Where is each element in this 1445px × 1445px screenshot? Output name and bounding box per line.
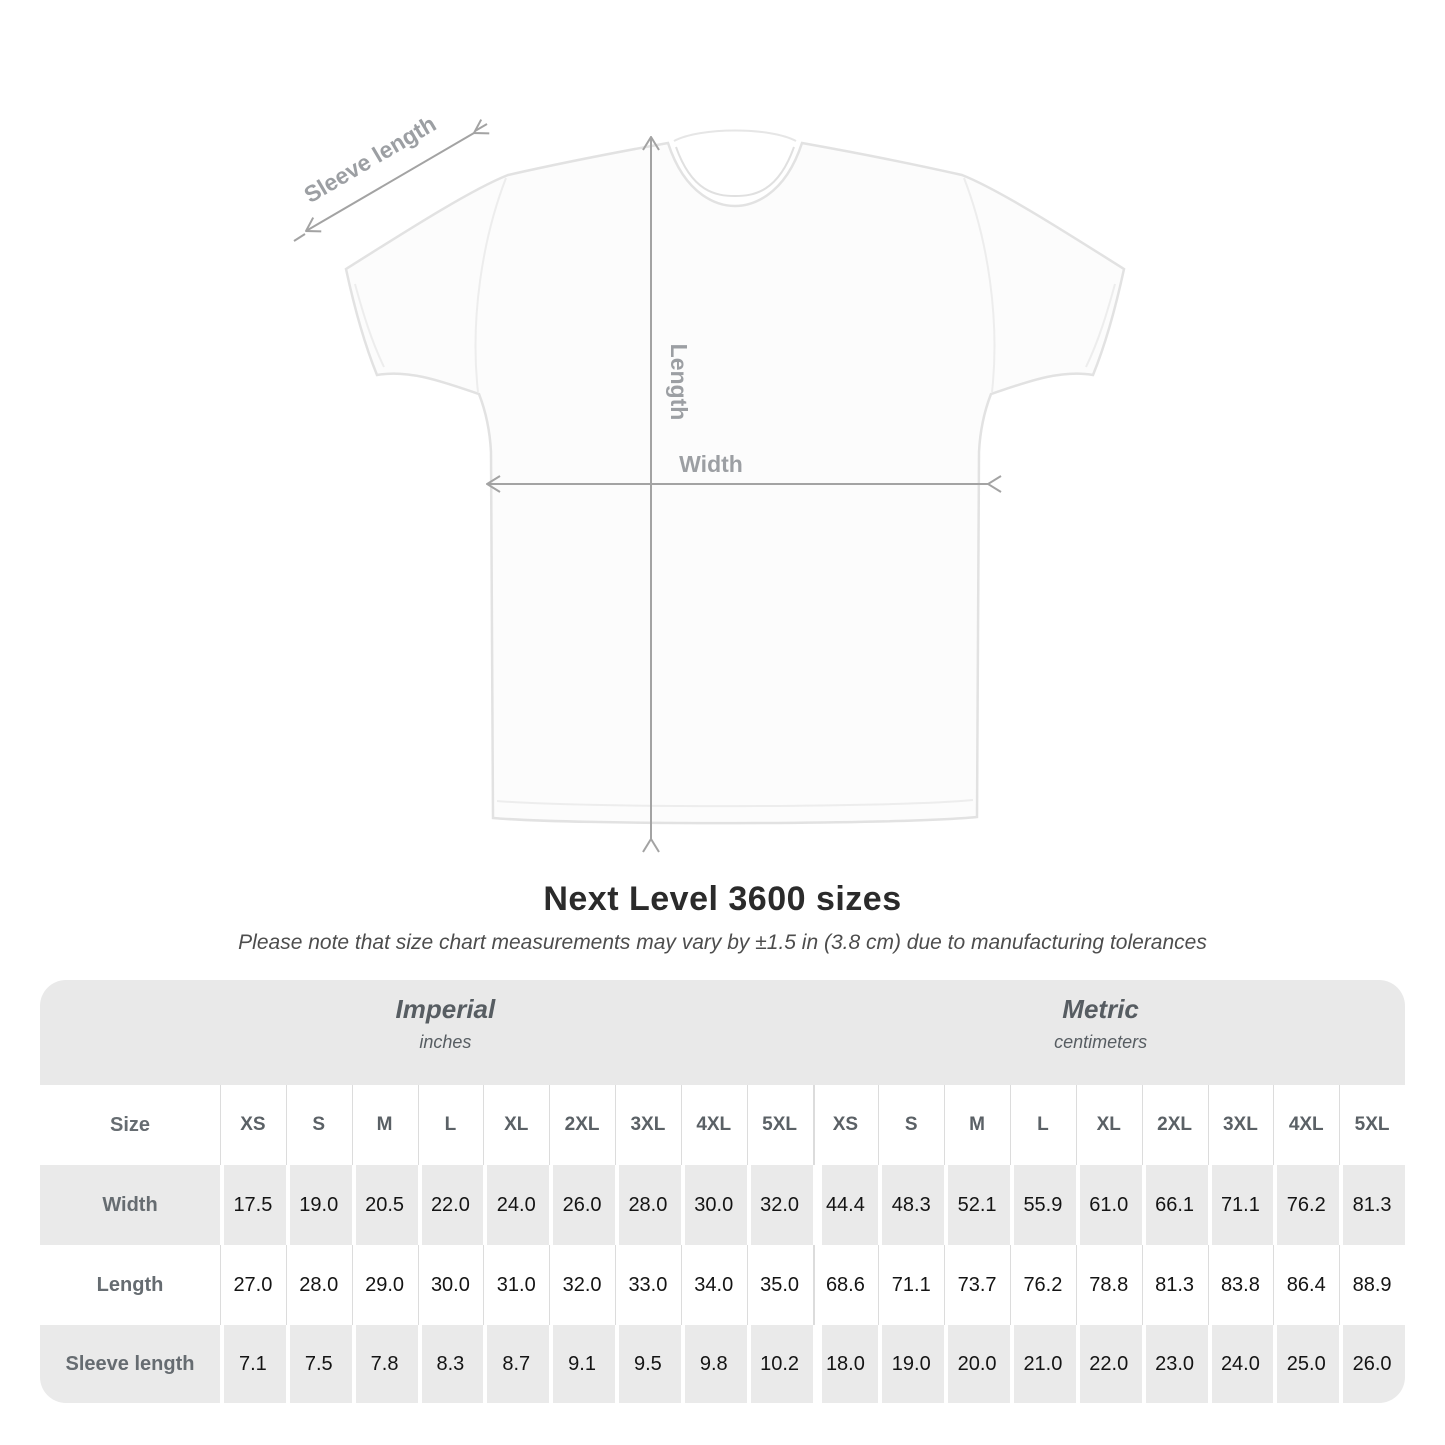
table-cell: 19.0 [286, 1165, 352, 1245]
table-cell: 81.3 [1142, 1245, 1208, 1325]
size-col: 2XL [549, 1085, 615, 1165]
size-col: L [418, 1085, 484, 1165]
row-label-size: Size [109, 1113, 151, 1136]
table-cell: 34.0 [681, 1245, 747, 1325]
size-col: 3XL [1208, 1085, 1274, 1165]
table-cell: 20.0 [944, 1325, 1010, 1403]
table-cell: 33.0 [615, 1245, 681, 1325]
table-cell: 24.0 [483, 1165, 549, 1245]
table-cell: 7.5 [286, 1325, 352, 1403]
size-col: 4XL [681, 1085, 747, 1165]
table-cell: 48.3 [878, 1165, 944, 1245]
table-cell: 31.0 [483, 1245, 549, 1325]
table-cell: 30.0 [681, 1165, 747, 1245]
table-cell: 10.2 [747, 1325, 813, 1403]
table-cell: 76.2 [1010, 1245, 1076, 1325]
sleeve-length-label: Sleeve length [299, 110, 441, 208]
size-col: S [878, 1085, 944, 1165]
table-cell: 55.9 [1010, 1165, 1076, 1245]
page-title: Next Level 3600 sizes [543, 880, 902, 918]
table-cell: 17.5 [220, 1165, 286, 1245]
size-col: 3XL [615, 1085, 681, 1165]
table-cell: 86.4 [1273, 1245, 1339, 1325]
size-col: 5XL [747, 1085, 813, 1165]
metric-group-header [1054, 994, 1147, 1053]
table-cell: 25.0 [1273, 1325, 1339, 1403]
table-cell: 7.1 [220, 1325, 286, 1403]
metric-unit: centimeters [1054, 1032, 1148, 1052]
row-label-sleeve-length: Sleeve length [65, 1352, 195, 1375]
table-cell: 19.0 [878, 1325, 944, 1403]
table-cell: 30.0 [418, 1245, 484, 1325]
size-col: 5XL [1339, 1085, 1405, 1165]
table-cell: 9.5 [615, 1325, 681, 1403]
imperial-group-header [396, 994, 496, 1053]
table-cell: 68.6 [813, 1245, 879, 1325]
table-cell: 73.7 [944, 1245, 1010, 1325]
table-cell: 23.0 [1142, 1325, 1208, 1403]
size-col: XS [220, 1085, 286, 1165]
table-cell: 71.1 [878, 1245, 944, 1325]
table-cell: 22.0 [1076, 1325, 1142, 1403]
width-label: Width [679, 451, 743, 477]
table-cell: 32.0 [747, 1165, 813, 1245]
table-cell: 81.3 [1339, 1165, 1405, 1245]
table-cell: 29.0 [352, 1245, 418, 1325]
unit-group-header [40, 980, 1405, 1085]
size-table [40, 980, 1405, 1403]
table-row-size [40, 1085, 1405, 1165]
table-cell: 83.8 [1208, 1245, 1274, 1325]
table-cell: 78.8 [1076, 1245, 1142, 1325]
table-cell: 21.0 [1010, 1325, 1076, 1403]
size-col: XL [1076, 1085, 1142, 1165]
tolerance-note: Please note that size chart measurements may vary by ±1.5 in (3.8 cm) due to manufacturing tolerances [238, 931, 1207, 954]
table-cell: 18.0 [813, 1325, 879, 1403]
metric-title: Metric [1062, 994, 1139, 1024]
table-cell: 20.5 [352, 1165, 418, 1245]
length-label: Length [666, 343, 692, 421]
size-col: S [286, 1085, 352, 1165]
table-cell: 28.0 [615, 1165, 681, 1245]
size-col: L [1010, 1085, 1076, 1165]
imperial-unit: inches [419, 1032, 472, 1052]
table-cell: 28.0 [286, 1245, 352, 1325]
size-col: XS [813, 1085, 879, 1165]
size-col: M [944, 1085, 1010, 1165]
table-cell: 61.0 [1076, 1165, 1142, 1245]
table-row-width [40, 1165, 1405, 1245]
table-cell: 66.1 [1142, 1165, 1208, 1245]
size-col: M [352, 1085, 418, 1165]
table-cell: 22.0 [418, 1165, 484, 1245]
table-cell: 7.8 [352, 1325, 418, 1403]
table-cell: 8.7 [483, 1325, 549, 1403]
table-cell: 9.1 [549, 1325, 615, 1403]
table-cell: 35.0 [747, 1245, 813, 1325]
row-label-length: Length [96, 1273, 164, 1296]
table-cell: 32.0 [549, 1245, 615, 1325]
table-row-sleeve-length [40, 1325, 1405, 1403]
table-cell: 9.8 [681, 1325, 747, 1403]
table-cell: 8.3 [418, 1325, 484, 1403]
table-cell: 26.0 [1339, 1325, 1405, 1403]
table-cell: 44.4 [813, 1165, 879, 1245]
table-cell: 52.1 [944, 1165, 1010, 1245]
size-col: 2XL [1142, 1085, 1208, 1165]
size-col: XL [483, 1085, 549, 1165]
table-cell: 88.9 [1339, 1245, 1405, 1325]
table-cell: 26.0 [549, 1165, 615, 1245]
table-cell: 27.0 [220, 1245, 286, 1325]
table-cell: 24.0 [1208, 1325, 1274, 1403]
imperial-title: Imperial [395, 994, 496, 1024]
table-row-length [40, 1245, 1405, 1325]
table-cell: 76.2 [1273, 1165, 1339, 1245]
size-col: 4XL [1273, 1085, 1339, 1165]
row-label-width: Width [102, 1193, 158, 1216]
table-cell: 71.1 [1208, 1165, 1274, 1245]
